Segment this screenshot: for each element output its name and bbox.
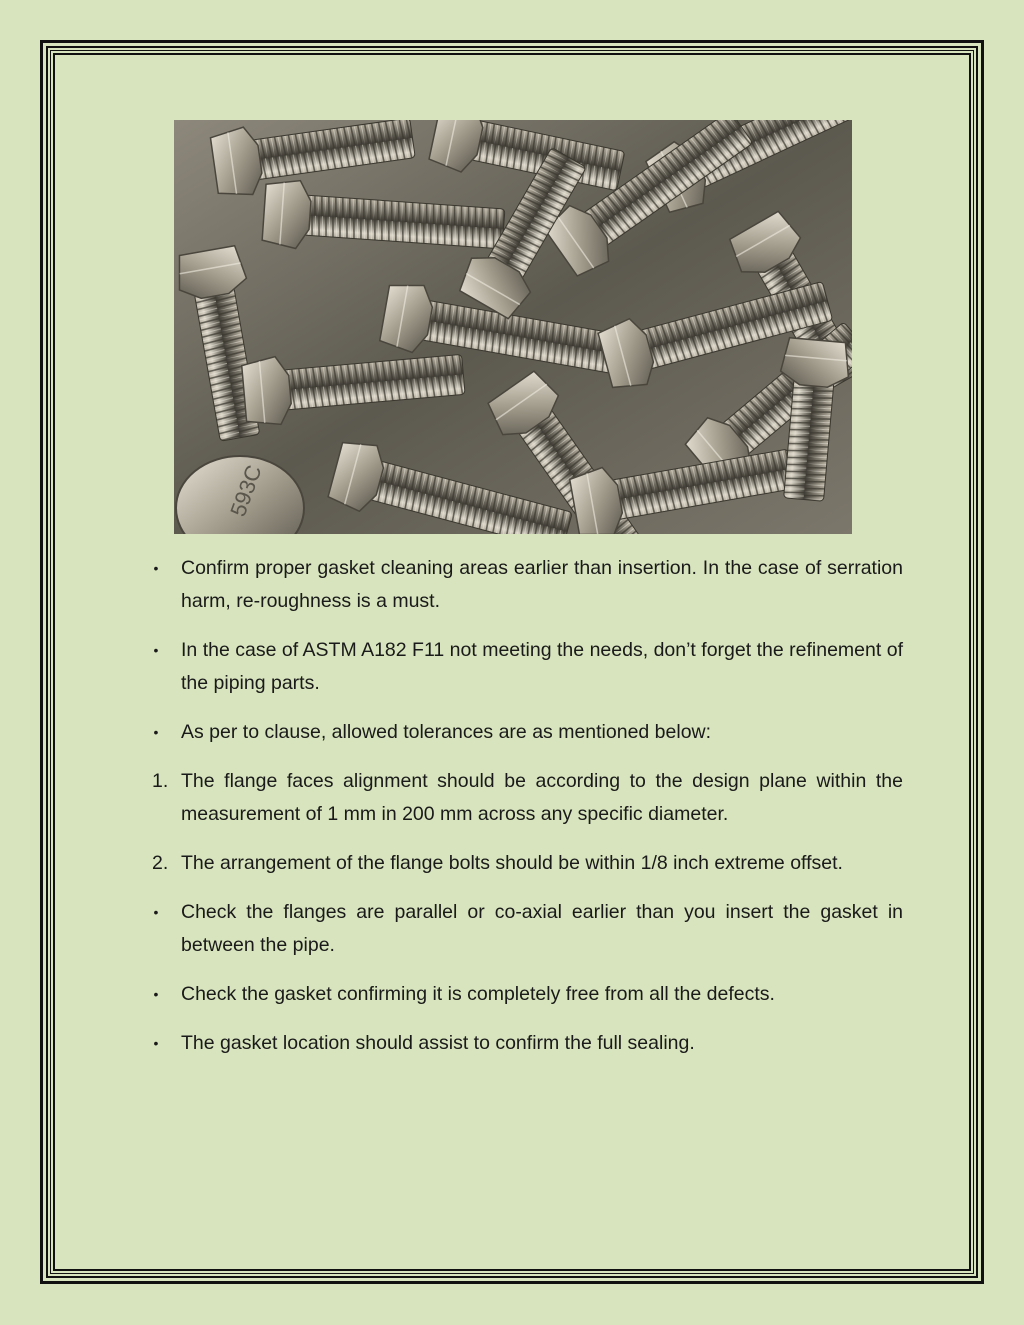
bullet-marker: •	[153, 724, 159, 740]
number-marker: 2.	[152, 852, 169, 874]
bolts-photo	[174, 120, 852, 534]
bullet-marker: •	[153, 986, 159, 1002]
list-item-text: Check the flanges are parallel or co-axial earlier than you insert the gasket in between the pipe.	[181, 901, 903, 956]
bullet-marker: •	[153, 904, 159, 920]
numbered-list-item	[146, 765, 903, 831]
bullet-marker: •	[153, 1035, 159, 1051]
list-item-text: As per to clause, allowed tolerances are as mentioned below:	[181, 721, 712, 743]
bullet-list-item	[146, 978, 903, 1011]
list-item-text: Check the gasket confirming it is completely free from all the defects.	[181, 983, 775, 1005]
list-item-text: The gasket location should assist to confirm the full sealing.	[181, 1032, 695, 1054]
instruction-list	[146, 552, 903, 1076]
bullet-marker: •	[153, 560, 159, 576]
bullet-marker: •	[153, 642, 159, 658]
bullet-list-item	[146, 634, 903, 700]
list-item-text: Confirm proper gasket cleaning areas earlier than insertion. In the case of serration harm, re-roughness is a must.	[181, 557, 903, 612]
bullet-list-item	[146, 1027, 903, 1060]
bullet-list-item	[146, 896, 903, 962]
number-marker: 1.	[152, 770, 169, 792]
stamp-text: 593C	[225, 461, 267, 520]
numbered-list-item	[146, 847, 903, 880]
list-item-text: The arrangement of the flange bolts should be within 1/8 inch extreme offset.	[181, 852, 843, 874]
list-item-text: In the case of ASTM A182 F11 not meeting the needs, don’t forget the refinement of the piping parts.	[181, 639, 903, 694]
list-item-text: The flange faces alignment should be according to the design plane within the measurement of 1 mm in 200 mm across any specific diameter.	[181, 770, 903, 825]
bullet-list-item	[146, 552, 903, 618]
bullet-list-item	[146, 716, 903, 749]
